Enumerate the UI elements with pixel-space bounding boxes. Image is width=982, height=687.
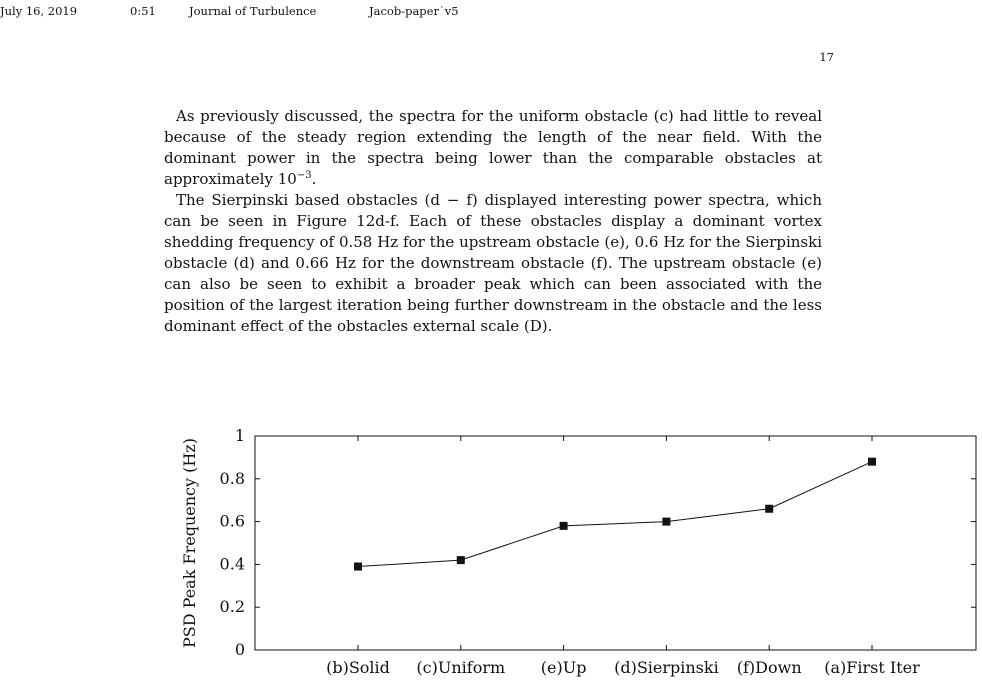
running-head-time: 0:51 [130,4,156,18]
x-tick-label: (c)Uniform [416,658,506,677]
y-tick-label: 0.8 [219,468,245,488]
y-tick-label: 0 [234,640,245,659]
y-tick-label: 0.2 [219,597,245,617]
paragraph-1-text: As previously discussed, the spectra for the uniform obstacle (c) had little to reveal because of the steady region extending the length of the near field. With the dominant power in the spectra being lower than the comparable obstacles at approximately 10 [164,107,822,188]
y-tick-label: 1 [234,426,245,445]
running-head-doc: Jacob-paper˙v5 [369,4,459,18]
data-point [662,518,670,526]
x-tick-label: (f)Down [736,658,802,677]
x-tick-label: (b)Solid [326,658,390,677]
running-head-journal: Journal of Turbulence [189,4,317,18]
paragraph-1-tail: . [311,170,317,188]
x-tick-label: (e)Up [540,658,587,677]
plot-frame [255,436,976,650]
data-point [457,556,465,564]
x-tick-label: (d)Sierpinski [614,658,719,677]
y-axis-label: PSD Peak Frequency (Hz) [180,438,199,648]
data-point [354,563,362,571]
data-point [765,505,773,513]
data-point [560,522,568,530]
page-number: 17 [819,50,834,64]
y-tick-label: 0.4 [219,554,245,574]
data-point [868,458,876,466]
series-line [358,462,872,567]
y-tick-label: 0.6 [219,511,245,531]
running-head-date: July 16, 2019 [0,4,78,18]
x-tick-label: (a)First Iter [824,658,920,677]
paragraph-2-text: The Sierpinski based obstacles (d − f) displayed interesting power spectra, which can be seen in Figure 12d-f. Each of these obstacles display a dominant vortex shedding frequency of 0.58 Hz for the upstream obstacle (e), 0.6 Hz for the Sierpinski obstacle (d) and 0.66 Hz for the downstream obstacle (f). The upstream obstacle (e) can also be seen to exhibit a broader peak which can been associated with the position of the largest iteration being further downstream in the obstacle and the less dominant effect of the obstacles external scale (D). [164,191,822,335]
paragraph-1-exponent: −3 [296,170,312,181]
